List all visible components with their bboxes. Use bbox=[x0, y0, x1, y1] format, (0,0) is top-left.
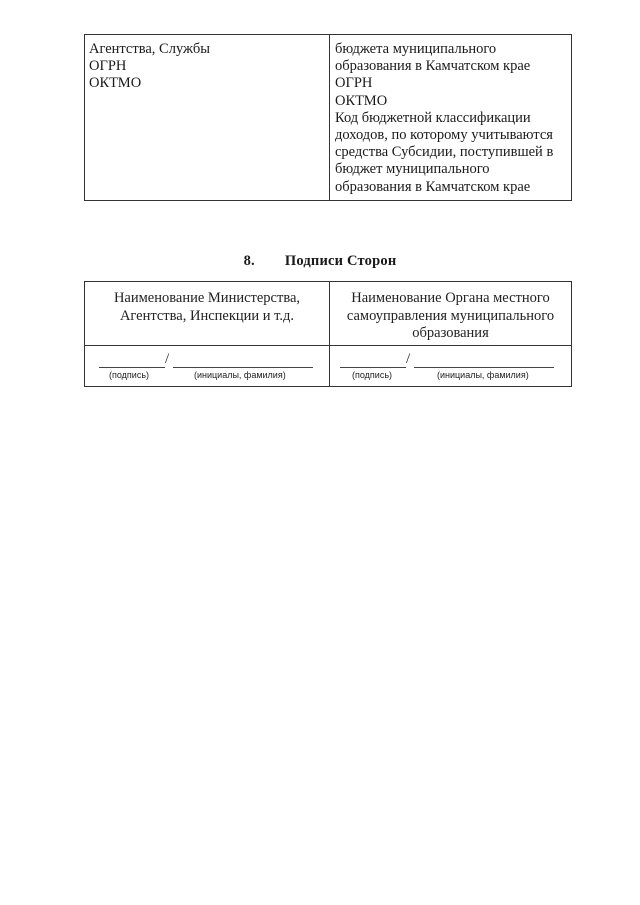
municipality-party-cell bbox=[330, 282, 571, 345]
section-number: 8. bbox=[243, 253, 255, 269]
requisite-line: бюджета муниципального bbox=[335, 41, 497, 57]
party-names-row bbox=[85, 282, 571, 346]
requisites-ministry-column bbox=[85, 35, 330, 200]
requisite-line: доходов, по которому учитываются bbox=[335, 127, 553, 144]
ministry-party-name bbox=[85, 282, 329, 325]
municipality-party-name bbox=[330, 282, 571, 343]
requisite-line: Агентства, Службы bbox=[89, 41, 210, 57]
requisite-line: ОКТМО bbox=[89, 75, 142, 92]
slash-separator: / bbox=[406, 351, 411, 367]
ministry-signature-cell bbox=[85, 346, 330, 387]
signature-line bbox=[340, 367, 406, 368]
party-name-line: образования bbox=[412, 325, 489, 341]
requisite-line: средства Субсидии, поступившей в bbox=[335, 144, 554, 161]
requisite-line: образования в Камчатском крае bbox=[335, 178, 531, 195]
name-line bbox=[173, 367, 313, 368]
requisite-line: ОГРН bbox=[89, 58, 127, 75]
signature-lines-row bbox=[85, 346, 571, 387]
signature-caption: (подпись) bbox=[352, 370, 393, 380]
section-title: Подписи Сторон bbox=[284, 253, 397, 269]
requisites-table bbox=[84, 34, 572, 201]
party-name-line: Наименование Органа местного bbox=[351, 290, 550, 306]
party-name-line: самоуправления муниципального bbox=[346, 307, 555, 324]
signatures-table bbox=[84, 281, 572, 387]
requisite-line: ОГРН bbox=[335, 75, 373, 92]
name-line bbox=[414, 367, 554, 368]
section-heading bbox=[0, 253, 640, 270]
requisites-municipality-column bbox=[330, 35, 571, 200]
municipality-signature-cell bbox=[330, 346, 571, 387]
slash-separator: / bbox=[165, 351, 170, 367]
party-name-line: Агентства, Инспекции и т.д. bbox=[119, 307, 295, 324]
ministry-party-cell bbox=[85, 282, 330, 345]
requisite-line: Код бюджетной классификации bbox=[335, 109, 531, 126]
signature-caption: (подпись) bbox=[109, 370, 150, 380]
party-name-line: Наименование Министерства, bbox=[113, 290, 301, 306]
requisite-line: бюджет муниципального bbox=[335, 161, 490, 178]
requisite-line: образования в Камчатском крае bbox=[335, 58, 531, 75]
name-caption: (инициалы, фамилия) bbox=[194, 370, 286, 380]
name-caption: (инициалы, фамилия) bbox=[437, 370, 529, 380]
signature-line bbox=[99, 367, 165, 368]
requisite-line: ОКТМО bbox=[335, 92, 388, 109]
